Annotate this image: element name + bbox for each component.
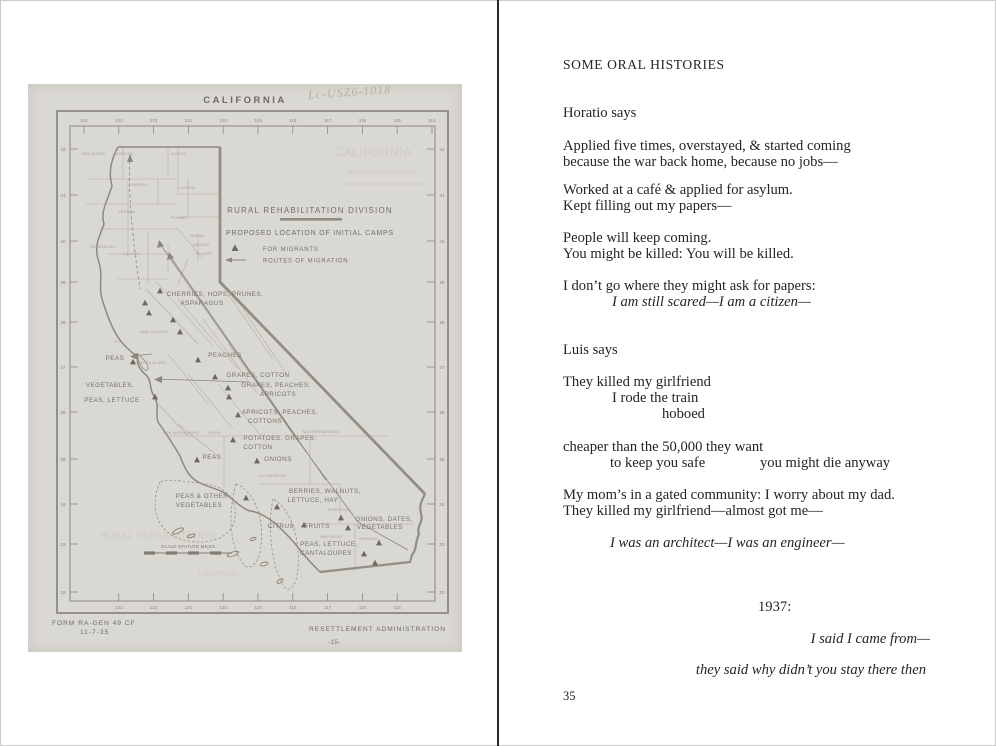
poem-line: They killed my girlfriend—almost got me— [563,503,823,519]
lat-tick-label: 32 [60,589,66,595]
county-label: IMPERIAL [359,537,379,541]
county-label: SAN BERNARDINO [302,430,340,434]
lat-tick-label: 40 [439,238,445,244]
camp-triangle-icon [146,310,152,316]
county-label: MENDOCINO [90,245,116,249]
poem-line: they said why didn’t you stay there then [695,662,926,678]
footer-form-line2: 11-7-35 [80,629,110,636]
lon-tick-label: 120 [219,118,228,123]
lon-tick-label: 116 [358,605,367,610]
poem-title: SOME ORAL HISTORIES [563,57,725,72]
lon-tick-label: 119 [254,605,262,610]
lat-tick-label: 35 [439,456,445,462]
lon-tick-label: 115 [393,118,401,123]
county-label: SISKIYOU [114,152,134,156]
crop-labels [84,291,413,557]
lat-tick-label: 38 [439,319,445,325]
lon-tick-label: 116 [358,118,367,123]
crop-label: POTATOES, GRAPES, [243,435,317,442]
crop-label: BERRIES, WALNUTS, [289,488,361,495]
scale-label: SCALE-STATUTE MILES [160,544,216,549]
poem-line: 1937: [758,599,792,615]
poem-line: I am still scared—I am a citizen— [612,294,811,310]
county-label: KERN [209,431,221,435]
crop-label: CHERRIES, HOPS, PRUNES, [166,291,264,298]
lat-tick-label: 40 [60,238,66,244]
crop-label: PEAS, LETTUCE [84,397,140,404]
county-label: LASSEN [178,186,196,190]
county-label: SANTA CLARA [137,361,167,365]
lon-tick-label: 118 [289,118,297,123]
footer-form-line1: FORM RA-GEN 49 CF [52,620,136,627]
poem-line: hoboed [662,406,705,422]
camp-triangle-icon [230,437,236,443]
crop-label: VEGETABLES [356,524,404,531]
poem-line: I don’t go where they might ask for papers: [563,278,816,294]
crop-label: COTTON [243,444,273,451]
county-label: SAN DIEGO [319,535,343,539]
crop-label: ONIONS [264,456,292,463]
lat-tick-label: 36 [60,409,66,415]
camp-triangle-icon [345,525,351,531]
lat-tick-label: 35 [60,456,66,462]
camp-triangle-icon [243,495,249,501]
lon-tick-label: 123 [114,605,123,610]
county-label: PLACER [195,252,213,256]
lat-tick-label: 37 [60,364,66,370]
crop-label: PEACHES [208,352,242,359]
camp-triangle-icon [194,457,200,463]
camp-triangle-icon [177,329,183,335]
lat-tick-label: 38 [60,319,66,325]
lat-tick-label: 39 [60,279,66,285]
legend-routes-label: ROUTES OF MIGRATION [263,258,349,265]
camp-triangle-icon [274,504,280,510]
lon-tick-label: 117 [323,605,332,610]
poem-line: because the war back home, because no jobs— [563,154,838,170]
crop-label: CANTALOUPES [300,550,352,557]
camp-triangle-icon [372,560,378,566]
lat-tick-label: 33 [439,541,445,547]
camp-triangle-icon [142,300,148,306]
crop-label: PEAS, LETTUCE, [300,541,358,548]
crop-label: VEGETABLES [175,502,223,509]
map-scan-page [28,84,462,652]
county-label: SAN LUIS OBISPO [163,431,199,435]
legend-route-arrow-icon [225,258,232,263]
county-label: DEL NORTE [82,152,106,156]
poem-line: you might die anyway [760,455,891,471]
crop-label: GRAPES, COTTON [226,372,290,379]
poem-line: I rode the train [612,390,699,406]
page-gutter-divider [497,0,499,746]
lat-tick-label: 42 [60,146,66,152]
camp-triangle-icon [338,515,344,521]
crop-label: PEAS [202,454,222,461]
lon-tick-label: 118 [289,605,297,610]
poem-line: Luis says [563,342,618,358]
county-label: COLUSA [122,252,140,256]
county-label: SAN JOAQUIN [140,330,168,334]
lon-tick-label: 122 [149,118,158,123]
poem-line: Worked at a café & applied for asylum. [563,182,793,198]
page-number: 35 [563,689,576,703]
lon-tick-label: 122 [149,605,158,610]
lat-tick-label: 42 [439,146,445,152]
map-state-title: CALIFORNIA [203,95,287,106]
county-label: PLUMAS [170,216,188,220]
poem-line: cheaper than the 50,000 they want [563,439,764,455]
crop-label: VEGETABLES, [85,382,135,389]
lon-tick-label: 114 [428,118,436,123]
crop-label: ASPARAGUS [180,300,224,307]
legend-triangle-icon [232,245,239,252]
poem-line: Kept filling out my papers— [563,198,732,214]
california-map [28,84,462,652]
crop-label: LETTUCE, HAY [287,497,339,504]
bleedthrough-california-watermark: CALIFORNIA [334,145,412,159]
footer-agency: RESETTLEMENT ADMINISTRATION [308,626,446,633]
poem-line: I said I came from— [810,631,930,647]
lon-tick-label: 119 [254,118,262,123]
handwritten-archive-note: Lc-USZ6-1018 [307,82,392,102]
crop-label: FRUITS [304,523,330,530]
lon-tick-label: 117 [323,118,332,123]
county-label: MODOC [171,152,187,156]
camp-triangle-icon [361,551,367,557]
camp-triangle-icon [225,385,231,391]
colorado-river-and-south-border [320,494,425,572]
county-label: NEVADA [192,243,210,247]
camp-triangle-icon [235,412,241,418]
crop-label: PEAS [105,355,125,362]
county-label: RIVERSIDE [327,508,351,512]
poem-line: You might be killed: You will be killed. [563,246,794,262]
lat-tick-label: 36 [439,409,445,415]
lat-tick-label: 41 [60,192,66,198]
legend-migrants-label: FOR MIGRANTS [263,247,319,253]
lon-tick-label: 121 [184,605,193,610]
bleedthrough-text-2: LOCATION [198,571,238,578]
map-title-line2: PROPOSED LOCATION OF INITIAL CAMPS [226,230,394,237]
county-label: LOS ANGELES [257,474,287,478]
lon-tick-label: 123 [114,118,123,123]
crop-label: GRAPES, PEACHES, [241,382,311,389]
poem-line: Applied five times, overstayed, & started coming [563,138,851,154]
lat-tick-label: 39 [439,279,445,285]
poem-line: to keep you safe [610,455,706,471]
lon-tick-label: 120 [219,605,228,610]
scale-bar [144,551,232,554]
poem-line: My mom’s in a gated community: I worry about my dad. [563,487,895,503]
crop-label: PEAS & OTHER [175,493,229,500]
bleedthrough-blur-line [340,182,426,186]
migration-route-arrowheads [127,154,174,383]
crop-label: APRICOTS [259,391,297,398]
poem-line: Horatio says [563,105,637,121]
county-label: SIERRA [189,234,205,238]
crop-label: CITRUS [267,523,295,530]
map-title-line1: RURAL REHABILITATION DIVISION [227,206,393,215]
lat-tick-label: 37 [439,364,445,370]
lat-tick-label: 33 [60,541,66,547]
lat-tick-label: 34 [439,501,445,507]
crop-label: APRICOTS, PEACHES, [241,409,319,416]
camp-triangle-icon [130,359,136,365]
lat-tick-label: 41 [439,192,445,198]
lon-tick-label: 115 [393,605,401,610]
lon-tick-label: 121 [184,118,193,123]
crop-label: COTTONS [247,418,283,425]
lat-tick-label: 32 [439,589,445,595]
crop-label: ONIONS, DATES, [355,516,413,523]
camp-triangle-icon [212,374,218,380]
county-label: SHASTA [130,183,148,187]
camp-triangle-icon [195,357,201,363]
lon-tick-label: 124 [80,118,88,123]
camp-triangle-icon [254,458,260,464]
county-label: TEHAMA [118,210,136,214]
bleedthrough-blur-line [346,170,416,174]
lat-tick-label: 34 [60,501,66,507]
map-title-underline [280,218,342,221]
bleedthrough-text-1: RURAL REHABILITATION [100,531,216,541]
handwritten-page-note: -15- [328,640,341,646]
poem-line: They killed my girlfriend [563,374,711,390]
poem-line: People will keep coming. [563,230,712,246]
county-label: S.F. [114,340,122,344]
poem-line: I was an architect—I was an engineer— [610,535,845,551]
